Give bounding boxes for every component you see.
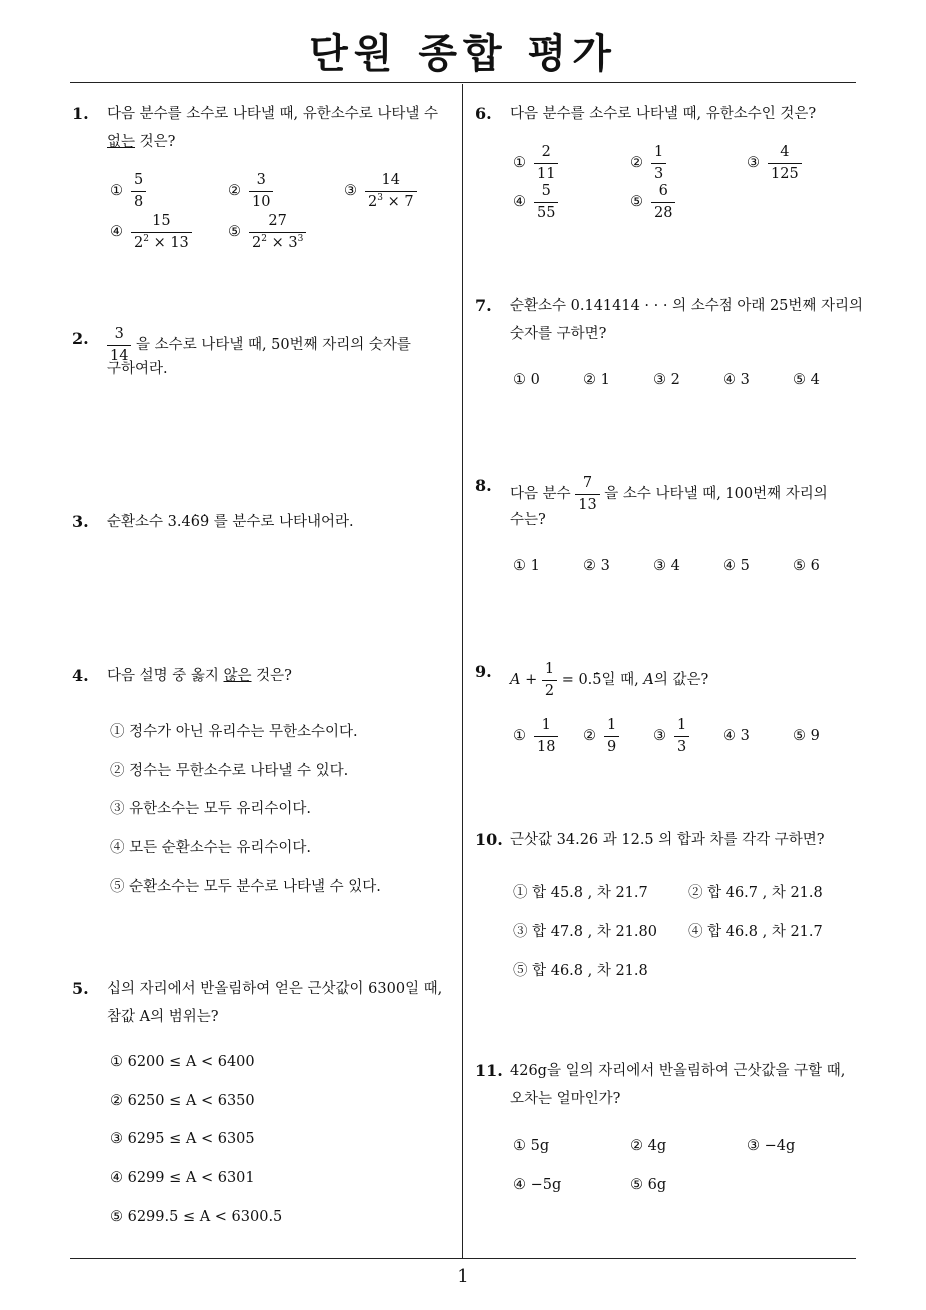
choice-4[interactable]: ④ 3	[723, 728, 750, 744]
question-number: 11.	[475, 1061, 503, 1080]
question-number: 1.	[72, 104, 89, 123]
choice-5[interactable]: ⑤ 순환소수는 모두 분수로 나타낼 수 있다.	[110, 879, 381, 895]
page-number: 1	[457, 1266, 469, 1287]
choice-1[interactable]: ① $\frac{1}{18}$	[513, 718, 558, 754]
question-text: 십의 자리에서 반올림하여 얻은 근삿값이 6300일 때,	[107, 981, 443, 997]
choice-5[interactable]: ⑤ 9	[793, 728, 820, 744]
choice-3[interactable]: ③ 유한소수는 모두 유리수이다.	[110, 801, 312, 817]
choice-4[interactable]: ④ 5	[723, 558, 750, 574]
question-8	[475, 472, 865, 536]
question-text: 다음 분수를 소수로 나타낼 때, 유한소수로 나타낼 수	[107, 106, 439, 122]
choice-1[interactable]: ① 0	[513, 372, 540, 388]
question-7	[475, 292, 865, 352]
choice-5[interactable]: ⑤ $\frac{27}{2^2 \times 3^3}$	[228, 214, 306, 250]
question-5	[72, 975, 462, 1035]
choice-4[interactable]: ④ $\frac{5}{55}$	[513, 184, 558, 220]
choice-4[interactable]: ④ 3	[723, 372, 750, 388]
choice-2[interactable]: ② 6250 ≤ A < 6350	[110, 1093, 255, 1109]
question-number: 5.	[72, 979, 89, 998]
question-number: 3.	[72, 512, 89, 531]
choice-2[interactable]: ② $\frac{1}{9}$	[583, 718, 619, 754]
choice-1[interactable]: ① 정수가 아닌 유리수는 무한소수이다.	[110, 724, 358, 740]
choice-5[interactable]: ⑤ 6g	[630, 1177, 667, 1193]
choice-2[interactable]: ② $\frac{1}{3}$	[630, 145, 666, 181]
question-text: 다음 설명 중 옳지 않은 것은?	[107, 668, 292, 684]
choice-2[interactable]: ② 정수는 무한소수로 나타낼 수 있다.	[110, 763, 349, 779]
question-text: 426g을 일의 자리에서 반올림하여 근삿값을 구할 때,	[510, 1063, 846, 1079]
choice-3[interactable]: ③ $\frac{14}{2^3 \times 7}$	[344, 173, 417, 209]
choice-3[interactable]: ③ 2	[653, 372, 680, 388]
choice-5[interactable]: ⑤ 6	[793, 558, 820, 574]
question-2	[72, 325, 462, 395]
question-text: 근삿값 34.26 과 12.5 의 합과 차를 각각 구하면?	[510, 832, 825, 848]
choice-3[interactable]: ③ 4	[653, 558, 680, 574]
choice-1[interactable]: ① $\frac{5}{8}$	[110, 173, 146, 209]
question-text-line2: 없는 것은?	[107, 134, 176, 150]
choice-4[interactable]: ④ 6299 ≤ A < 6301	[110, 1170, 255, 1186]
choice-1[interactable]: ① 6200 ≤ A < 6400	[110, 1054, 255, 1070]
question-text-line2: 참값 A의 범위는?	[107, 1009, 219, 1025]
choice-3[interactable]: ③ $\frac{1}{3}$	[653, 718, 689, 754]
choice-3[interactable]: ③ $\frac{4}{125}$	[747, 145, 802, 181]
question-text: 다음 분수를 소수로 나타낼 때, 유한소수인 것은?	[510, 106, 817, 122]
choice-3[interactable]: ③ −4g	[747, 1138, 796, 1154]
question-number: 6.	[475, 104, 492, 123]
choice-2[interactable]: ② 합 46.7 , 차 21.8	[688, 885, 823, 901]
choice-1[interactable]: ① 합 45.8 , 차 21.7	[513, 885, 648, 901]
choice-2[interactable]: ② 1	[583, 372, 610, 388]
question-text-line2: 숫자를 구하면?	[510, 326, 607, 342]
choice-2[interactable]: ② $\frac{3}{10}$	[228, 173, 273, 209]
question-11	[475, 1057, 865, 1117]
question-text: A + $\frac{1}{2}$ = 0.· 5일 때, A의 값은?	[510, 662, 708, 698]
choice-4[interactable]: ④ 모든 순환소수는 유리수이다.	[110, 840, 312, 856]
question-text-line2: 수는?	[510, 512, 546, 528]
choice-1[interactable]: ① $\frac{2}{11}$	[513, 145, 558, 181]
bottom-divider	[70, 1258, 856, 1259]
choice-5[interactable]: ⑤ 4	[793, 372, 820, 388]
question-3	[72, 508, 462, 538]
question-number: 8.	[475, 476, 492, 495]
question-10	[475, 826, 865, 856]
question-number: 7.	[475, 296, 492, 315]
question-number: 10.	[475, 830, 503, 849]
choice-3[interactable]: ③ 합 47.8 , 차 21.80	[513, 924, 657, 940]
column-divider	[462, 84, 463, 1258]
question-text: 다음 분수 $\frac{7}{13}$ 을 소수 나타낼 때, 100번째 자리의	[510, 475, 828, 513]
question-text: $\frac{3}{14}$ 을 소수로 나타낼 때, 50번째 자리의 숫자를	[107, 327, 411, 363]
page-title: 단원 종합 평가	[309, 31, 617, 77]
question-number: 9.	[475, 662, 492, 681]
choice-4[interactable]: ④ −5g	[513, 1177, 562, 1193]
question-text-line2: 구하여라.	[107, 361, 168, 377]
question-6	[475, 100, 865, 130]
question-number: 2.	[72, 329, 89, 348]
question-9	[475, 658, 865, 698]
choice-3[interactable]: ③ 6295 ≤ A < 6305	[110, 1131, 255, 1147]
choice-5[interactable]: ⑤ 6299.5 ≤ A < 6300.5	[110, 1209, 283, 1225]
choice-2[interactable]: ② 3	[583, 558, 610, 574]
top-divider	[70, 82, 856, 83]
choice-1[interactable]: ① 1	[513, 558, 540, 574]
choice-5[interactable]: ⑤ 합 46.8 , 차 21.8	[513, 963, 648, 979]
question-number: 4.	[72, 666, 89, 685]
question-text: 순환소수 0.141414 · · · 의 소수점 아래 25번째 자리의	[510, 298, 864, 314]
choice-5[interactable]: ⑤ $\frac{6}{28}$	[630, 184, 675, 220]
choice-4[interactable]: ④ $\frac{15}{2^2 \times 13}$	[110, 214, 192, 250]
choice-2[interactable]: ② 4g	[630, 1138, 667, 1154]
question-4	[72, 662, 462, 692]
choice-4[interactable]: ④ 합 46.8 , 차 21.7	[688, 924, 823, 940]
choice-1[interactable]: ① 5g	[513, 1138, 550, 1154]
question-text: 순환소수 3.4· 6· 9 를 분수로 나타내어라.	[107, 508, 354, 536]
question-text-line2: 오차는 얼마인가?	[510, 1091, 621, 1107]
